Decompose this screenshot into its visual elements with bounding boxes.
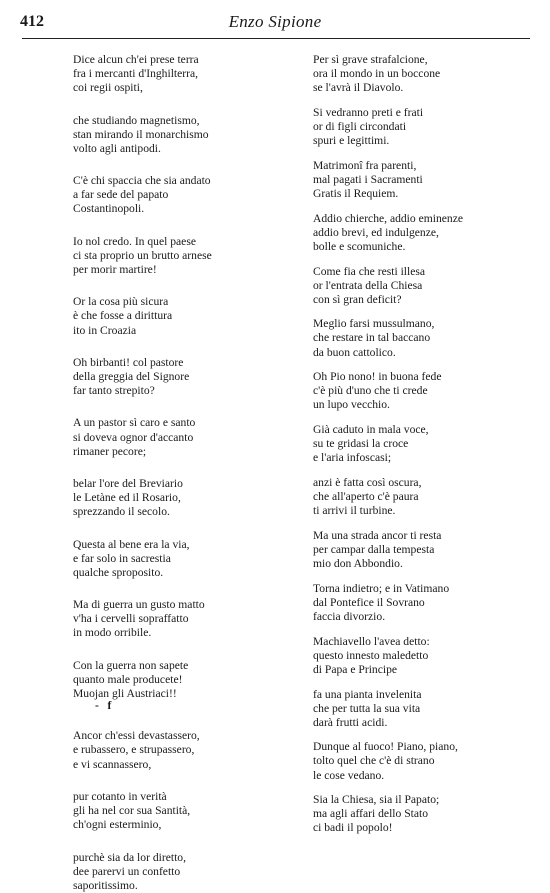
left-poem-column: [73, 53, 283, 893]
verse-line: Si vedranno preti e frati: [313, 105, 424, 119]
verse-line: che restare in tal baccano: [313, 331, 431, 345]
ornament-mark: - f: [95, 699, 112, 713]
verse-line: di Papa e Principe: [313, 662, 398, 676]
verse-line: le cose vedano.: [313, 768, 385, 782]
verse-line: Matrimonî fra parenti,: [313, 158, 417, 172]
verse-line: Oh birbanti! col pastore: [73, 355, 184, 369]
verse-line: bolle e scomuniche.: [313, 239, 406, 253]
verse-line: c'è più d'uno che ti crede: [313, 384, 428, 398]
verse-line: spuri e legittimi.: [313, 134, 390, 148]
verse-line: ora il mondo in un boccone: [313, 67, 441, 81]
verse-line: dee parervi un confetto: [73, 864, 181, 878]
verse-line: si doveva ognor d'accanto: [73, 430, 194, 444]
verse-line: quanto male producete!: [73, 672, 183, 686]
verse-line: Con la guerra non sapete: [73, 658, 189, 672]
verse-line: faccia divorzio.: [313, 609, 386, 623]
verse-line: fa una pianta invelenita: [313, 687, 422, 701]
stanza: [73, 598, 283, 640]
verse-line: è che fosse a dirittura: [73, 309, 173, 323]
stanza: [73, 729, 283, 771]
verse-line: della greggia del Signore: [73, 369, 190, 383]
verse-line: or l'entrata della Chiesa: [313, 278, 423, 292]
stanza: [313, 688, 538, 730]
page-number: 412: [20, 13, 44, 30]
stanza: [313, 793, 538, 835]
verse-line: Ma di guerra un gusto matto: [73, 598, 205, 612]
verse-line: Dunque al fuoco! Piano, piano,: [313, 740, 458, 754]
verse-line: purchè sia da lor diretto,: [73, 850, 186, 864]
stanza: [73, 659, 283, 711]
verse-line: su te gridasi la croce: [313, 437, 409, 451]
right-poem-column: [313, 53, 538, 836]
stanza: [73, 416, 283, 458]
verse-line: qualche sproposito.: [73, 565, 164, 579]
stanza: [313, 582, 538, 624]
stanza: [313, 106, 538, 148]
verse-line: e far solo in sacrestia: [73, 551, 171, 565]
stanza: [73, 295, 283, 337]
stanza: [313, 635, 538, 677]
verse-line: Costantinopoli.: [73, 202, 145, 216]
verse-line: a far sede del papato: [73, 188, 169, 202]
stanza: [313, 53, 538, 95]
verse-line: che all'aperto c'è paura: [313, 490, 419, 504]
verse-line: A un pastor sì caro e santo: [73, 416, 196, 430]
stanza: [313, 265, 538, 307]
verse-line: fra i mercanti d'Inghilterra,: [73, 67, 199, 81]
stanza: [313, 740, 538, 782]
running-head: Enzo Sipione: [228, 12, 322, 31]
verse-line: Già caduto in mala voce,: [313, 423, 429, 437]
verse-line: anzi è fatta così oscura,: [313, 476, 422, 489]
stanza: [313, 529, 538, 571]
header-rule: [22, 38, 530, 39]
verse-line: un lupo vecchio.: [313, 398, 390, 412]
verse-line: in modo orribile.: [73, 626, 152, 640]
verse-line: Ma una strada ancor ti resta: [313, 528, 442, 542]
stanza: [313, 370, 538, 412]
verse-line: e rubassero, e strupassero,: [73, 743, 195, 757]
verse-line: Gratis il Requiem.: [313, 186, 399, 200]
verse-line: Ancor ch'essi devastassero,: [73, 729, 200, 743]
verse-line: coi regii ospiti,: [73, 81, 143, 95]
verse-line: Come fia che resti illesa: [313, 264, 426, 278]
verse-line: Torna indietro; e in Vatimano: [313, 581, 450, 595]
stanza: [313, 317, 538, 359]
verse-line: se l'avrà il Diavolo.: [313, 81, 404, 95]
verse-line: Meglio farsi mussulmano,: [313, 317, 435, 331]
verse-line: Dice alcun ch'ei prese terra: [73, 53, 199, 66]
verse-line: le Letàne ed il Rosario,: [73, 491, 181, 505]
stanza: [73, 538, 283, 580]
verse-line: C'è chi spaccia che sia andato: [73, 174, 211, 188]
verse-line: per morir martire!: [73, 262, 157, 276]
stanza: [73, 235, 283, 277]
verse-line: mal pagati i Sacramenti: [313, 172, 423, 186]
verse-line: dal Pontefice il Sovrano: [313, 595, 425, 609]
verse-line: volto agli antipodi.: [73, 141, 161, 155]
verse-line: e l'aria infoscasi;: [313, 451, 392, 465]
stanza: [313, 159, 538, 201]
verse-line: pur cotanto in verità: [73, 789, 167, 803]
verse-line: Io nol credo. In quel paese: [73, 234, 196, 248]
verse-line: saporitissimo.: [73, 878, 138, 892]
verse-line: Muojan gli Austriaci!!: [73, 686, 177, 700]
stanza: [73, 356, 283, 398]
stanza: [73, 477, 283, 519]
verse-line: Sia la Chiesa, sia il Papato;: [313, 793, 440, 807]
verse-line: tolto quel che c'è di strano: [313, 754, 435, 768]
stanza: [313, 476, 538, 518]
verse-line: stan mirando il monarchismo: [73, 127, 209, 141]
stanza: [313, 212, 538, 254]
verse-line: ci sta proprio un brutto arnese: [73, 248, 212, 262]
verse-line: addio brevi, ed indulgenze,: [313, 225, 439, 239]
verse-line: belar l'ore del Breviario: [73, 477, 183, 491]
verse-line: che studiando magnetismo,: [73, 113, 200, 127]
verse-line: con sì gran deficit?: [313, 292, 402, 306]
verse-line: mio don Abbondio.: [313, 557, 403, 571]
verse-line: Per sì grave strafalcione,: [313, 53, 428, 66]
verse-line: Questa al bene era la via,: [73, 537, 190, 551]
verse-line: Or la cosa più sicura: [73, 295, 169, 309]
verse-line: ch'ogni esterminio,: [73, 818, 162, 832]
verse-line: Addio chierche, addio eminenze: [313, 211, 464, 225]
stanza: [73, 851, 283, 893]
verse-line: ma agli affari dello Stato: [313, 807, 429, 821]
stanza: [73, 790, 283, 832]
verse-line: ci badi il popolo!: [313, 821, 393, 835]
verse-line: per campar dalla tempesta: [313, 542, 435, 556]
verse-line: ito in Croazia: [73, 323, 137, 337]
verse-line: sprezzando il secolo.: [73, 505, 170, 519]
stanza: [73, 174, 283, 216]
verse-line: gli ha nel cor sua Santità,: [73, 804, 191, 818]
verse-line: che per tutta la sua vita: [313, 701, 421, 715]
verse-line: rimaner pecore;: [73, 444, 147, 458]
verse-line: or di figli circondati: [313, 119, 407, 133]
verse-line: ti arrivi il turbine.: [313, 504, 396, 518]
verse-line: e vi scannassero,: [73, 757, 152, 771]
verse-line: darà frutti acidi.: [313, 715, 388, 729]
verse-line: Oh Pio nono! in buona fede: [313, 370, 442, 384]
verse-line: v'ha i cervelli sopraffatto: [73, 612, 189, 626]
stanza: [313, 423, 538, 465]
verse-line: Machiavello l'avea detto:: [313, 634, 430, 648]
stanza: [73, 53, 283, 95]
verse-line: far tanto strepito?: [73, 384, 155, 398]
verse-line: questo innesto maledetto: [313, 648, 429, 662]
verse-line: da buon cattolico.: [313, 345, 396, 359]
stanza: [73, 114, 283, 156]
